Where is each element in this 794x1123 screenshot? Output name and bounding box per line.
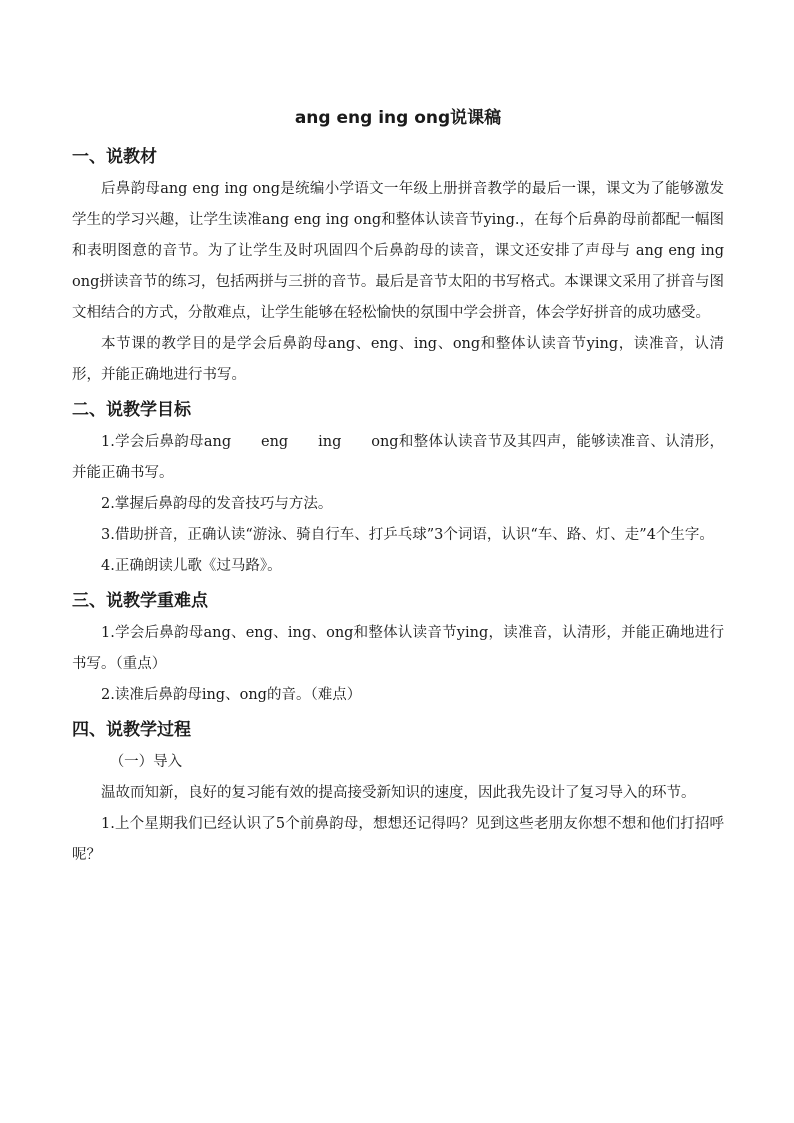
section-teaching-material bbox=[72, 140, 724, 391]
subsection-heading: （一）导入 bbox=[109, 754, 183, 770]
paragraph: 1.学会后鼻韵母ang eng ing ong和整体认读音节及其四声，能够读准音、认清形，并能正确书写。 bbox=[72, 434, 724, 481]
paragraph: 后鼻韵母ang eng ing ong是统编小学语文一年级上册拼音教学的最后一课，课文为了能够激发学生的学习兴趣，让学生读准ang eng ing ong和整体认读音节ying.，在每个后鼻韵母前都配一幅图和表明图意的音节。为了让学生及时巩固四个后鼻韵母的读音，课文还安排了声母与 ang eng ing ong拼读音节的练习，包括两拼与三拼的音节。最后是音节太阳的书写格式。本课课文采用了拼音与图文相结合的方式，分散难点，让学生能够在轻松愉快的氛围中学会拼音，体会学好拼音的成功感受。 bbox=[72, 181, 724, 321]
section-heading: 三、说教学重难点 bbox=[72, 591, 208, 611]
paragraph: 1.学会后鼻韵母ang、eng、ing、ong和整体认读音节ying，读准音，认清形，并能正确地进行书写。（重点） bbox=[72, 625, 724, 672]
document-title: ang eng ing ong说课稿 bbox=[294, 108, 502, 128]
paragraph: 2.读准后鼻韵母ing、ong的音。（难点） bbox=[101, 687, 362, 703]
paragraph: 4.正确朗读儿歌《过马路》。 bbox=[101, 558, 282, 574]
section-teaching-goals bbox=[72, 393, 724, 582]
document-body bbox=[72, 140, 724, 871]
paragraph: 温故而知新，良好的复习能有效的提高接受新知识的速度，因此我先设计了复习导入的环节。 bbox=[101, 785, 696, 801]
paragraph: 本节课的教学目的是学会后鼻韵母ang、eng、ing、ong和整体认读音节ying，读准音，认清形，并能正确地进行书写。 bbox=[72, 336, 724, 383]
paragraph: 1.上个星期我们已经认识了5个前鼻韵母，想想还记得吗？见到这些老朋友你想不想和他们打招呼呢？ bbox=[72, 816, 724, 863]
section-teaching-process bbox=[72, 713, 724, 871]
document-page bbox=[72, 100, 724, 873]
section-heading: 一、说教材 bbox=[72, 147, 157, 167]
paragraph: 3.借助拼音，正确认读“游泳、骑自行车、打乒乓球”3个词语，认识“车、路、灯、走”4个生字。 bbox=[101, 527, 714, 543]
paragraph: 2.掌握后鼻韵母的发音技巧与方法。 bbox=[101, 496, 333, 512]
section-heading: 二、说教学目标 bbox=[72, 400, 191, 420]
section-key-difficulties bbox=[72, 584, 724, 711]
section-heading: 四、说教学过程 bbox=[72, 720, 191, 740]
